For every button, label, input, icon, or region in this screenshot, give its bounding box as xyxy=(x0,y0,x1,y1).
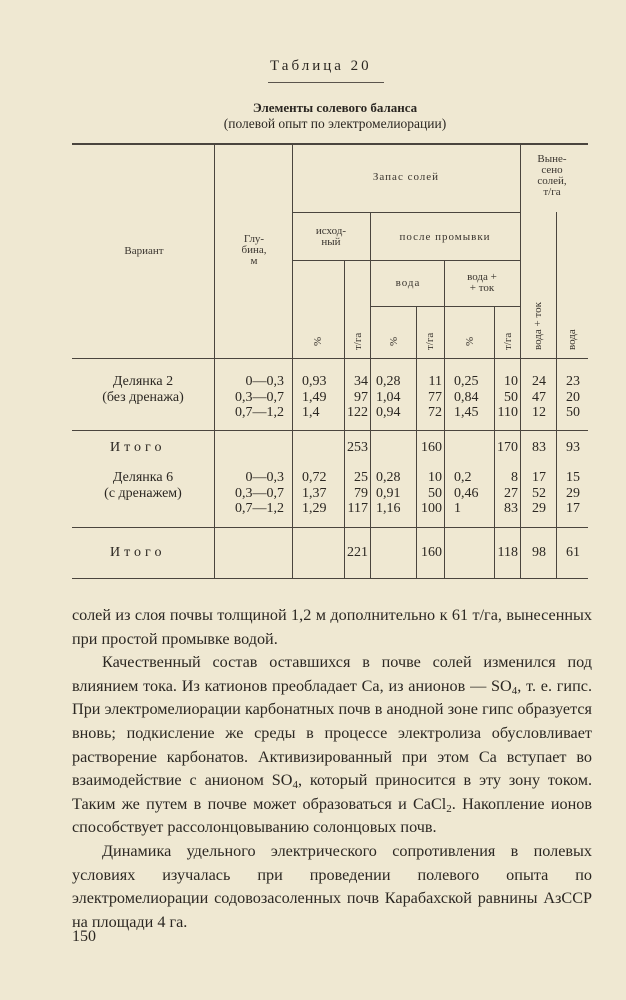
paragraph: Динамика удельного электрического сопротивления в полевых условиях изучалась при проведении полевого опыта по электромелиорации содовозасоленных почв Карабахской равнины АзССР на площади 4 га. xyxy=(72,841,592,931)
header-water: вода xyxy=(395,277,421,289)
header-w-pct: % xyxy=(388,336,400,346)
header-rule-1 xyxy=(292,212,520,213)
row-wc-pct: 0,2 0,46 1 xyxy=(454,470,479,516)
group1-bottom-rule xyxy=(72,430,588,431)
table-bottom-rule xyxy=(72,578,588,579)
row-rem-w: 15 29 17 xyxy=(566,470,580,516)
header-after-washing: после промывки xyxy=(399,231,491,243)
total-w-t: 160 xyxy=(421,545,442,560)
header-wc-t: т/га xyxy=(502,332,514,350)
total-label: Итого xyxy=(110,545,166,560)
row-init-t: 25 79 117 xyxy=(347,470,368,516)
header-rem-water-current: вода + ток xyxy=(532,302,544,350)
row-init-t: 34 97 122 xyxy=(347,374,368,420)
total-rem-wc: 98 xyxy=(532,545,546,560)
header-depth: Глу- бина, м xyxy=(241,233,267,267)
total-rem-w: 93 xyxy=(566,440,580,455)
header-variant: Вариант xyxy=(124,245,164,257)
header-water-current: вода + + ток xyxy=(467,271,497,294)
row-depth: 0—0,3 0,3—0,7 0,7—1,2 xyxy=(235,374,284,420)
row-rem-w: 23 20 50 xyxy=(566,374,580,420)
header-init-pct: % xyxy=(312,336,324,346)
row-w-t: 11 77 72 xyxy=(428,374,442,420)
header-removed: Выне- сено солей, т/га xyxy=(537,153,567,198)
group2-bottom-rule xyxy=(72,527,588,528)
row-rem-wc: 17 52 29 xyxy=(532,470,546,516)
row-rem-wc: 24 47 12 xyxy=(532,374,546,420)
header-reserve: Запас солей xyxy=(372,171,440,183)
paragraph: солей из слоя почвы толщиной 1,2 м дополнительно к 61 т/га, вынесенных при простой промывке водой. xyxy=(72,606,592,648)
body-text xyxy=(72,604,592,934)
row-variant: Делянка 2 (без дренажа) xyxy=(102,374,184,405)
row-variant: Делянка 6 (с дренажем) xyxy=(104,470,182,501)
page-number: 150 xyxy=(72,928,96,945)
total-init-t: 253 xyxy=(347,440,368,455)
table-title: Элементы солевого баланса xyxy=(252,100,418,115)
row-wc-pct: 0,25 0,84 1,45 xyxy=(454,374,479,420)
header-w-t: т/га xyxy=(424,332,436,350)
header-wc-pct: % xyxy=(464,336,476,346)
header-initial: исход- ный xyxy=(315,225,347,248)
header-rem-water: вода xyxy=(566,329,578,350)
row-w-t: 10 50 100 xyxy=(421,470,442,516)
col-rule-init-t xyxy=(370,212,371,579)
row-wc-t: 10 50 110 xyxy=(497,374,518,420)
total-rem-w: 61 xyxy=(566,545,580,560)
total-label: Итого xyxy=(110,440,166,455)
header-rule-2 xyxy=(292,260,520,261)
table-label-rule xyxy=(268,82,384,83)
header-init-t: т/га xyxy=(352,332,364,350)
table-subtitle: (полевой опыт по электромелиорации) xyxy=(223,116,447,131)
row-wc-t: 8 27 83 xyxy=(504,470,518,516)
row-init-pct: 0,72 1,37 1,29 xyxy=(302,470,327,516)
col-rule-rem xyxy=(556,212,557,579)
total-rem-wc: 83 xyxy=(532,440,546,455)
header-rule-3 xyxy=(370,306,520,307)
col-rule-w-t xyxy=(444,260,445,579)
row-w-pct: 0,28 1,04 0,94 xyxy=(376,374,401,420)
table-label: Таблица 20 xyxy=(270,58,372,74)
total-w-t: 160 xyxy=(421,440,442,455)
row-depth: 0—0,3 0,3—0,7 0,7—1,2 xyxy=(235,470,284,516)
table-top-rule xyxy=(72,143,588,145)
total-init-t: 221 xyxy=(347,545,368,560)
row-w-pct: 0,28 0,91 1,16 xyxy=(376,470,401,516)
col-rule-wc-t xyxy=(520,143,521,579)
header-bottom-rule xyxy=(72,358,588,359)
col-rule-depth xyxy=(292,143,293,579)
total-wc-t: 118 xyxy=(497,545,518,560)
row-init-pct: 0,93 1,49 1,4 xyxy=(302,374,327,420)
paragraph: Качественный состав оставшихся в почве солей изменился под влиянием тока. Из катионов преобладает Ca, из анионов — $SO_4$, т. е. гипс. При электромелиорации карбонатных почв в анодной зоне гипс образуется вновь; подкисление же среды в процессе электролиза обусловливает растворение карбонатов. Активизированный при этом Ca вступает во взаимодействие с анионом $SO_4$, который приносится в эту зону током. Таким же путем в почве может образоваться и CaCl$_2$. Накопление ионов способствует рассолонцовыванию солонцовых почв. xyxy=(72,653,593,837)
total-wc-t: 170 xyxy=(497,440,518,455)
